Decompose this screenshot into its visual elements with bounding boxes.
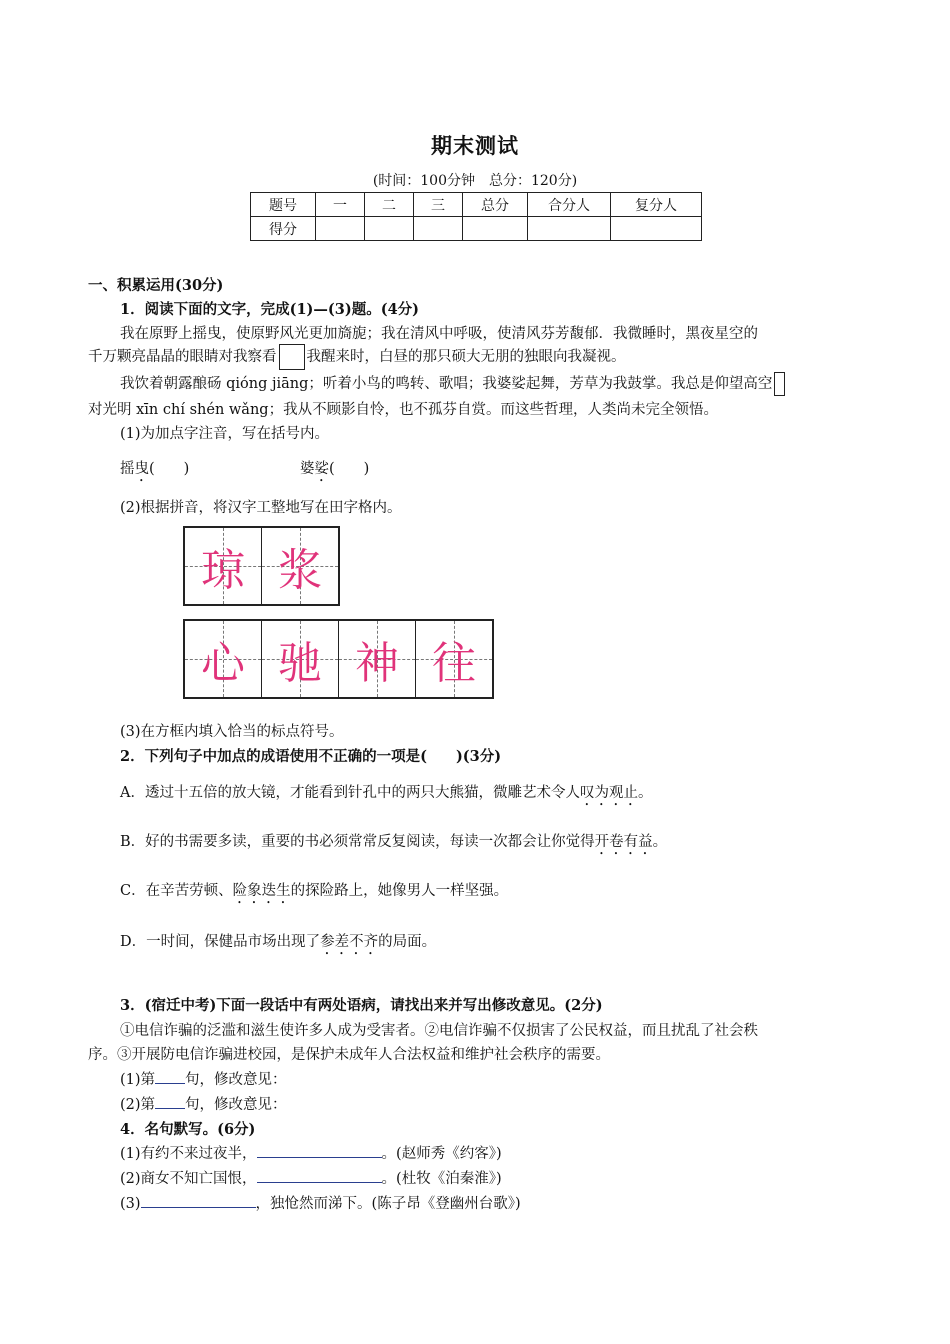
dotted-idiom: 参差不齐 — [320, 934, 379, 950]
option-text: C．在辛苦劳顿、 — [120, 883, 233, 899]
q2-option-d[interactable] — [120, 930, 436, 958]
q2-option-b[interactable] — [120, 830, 667, 858]
q3-stem: 3．(宿迁中考)下面一段话中有两处语病，请找出来并写出修改意见。(2分) — [120, 997, 603, 1014]
tian-grid-cell[interactable] — [339, 621, 416, 697]
q1-stem: 1．阅读下面的文字，完成(1)—(3)题。(4分) — [120, 301, 420, 318]
q1-sub2: (2)根据拼音，将汉字工整地写在田字格内。 — [120, 500, 402, 516]
q3-sub-text: 句，修改意见： — [185, 1097, 287, 1113]
q1-passage-text: 千万颗亮晶晶的眼睛对我察看 — [88, 349, 277, 365]
answer-bracket[interactable]: ( ) — [149, 461, 190, 477]
option-text: 。 — [637, 785, 653, 801]
q4-sub-text: (2)商女不知亡国恨， — [120, 1171, 257, 1187]
tian-grid-cell[interactable] — [262, 528, 338, 604]
q1-passage-line — [120, 372, 787, 396]
punctuation-box[interactable] — [774, 372, 785, 396]
handwritten-char: 琼 — [201, 545, 245, 596]
score-input-cell[interactable] — [528, 217, 611, 241]
dotted-char: 娑 — [314, 461, 329, 477]
dotted-idiom: 叹为观止 — [579, 785, 638, 801]
q1-sub1-item — [300, 457, 369, 485]
option-text: B．好的书需要多读，重要的书必须常常反复阅读，每读一次都会让你觉得 — [120, 834, 595, 850]
tian-grid-cell[interactable] — [185, 621, 262, 697]
q1-sub3: (3)在方框内填入恰当的标点符号。 — [120, 724, 344, 740]
q4-sub3 — [120, 1192, 521, 1213]
punctuation-box[interactable] — [279, 344, 305, 370]
tian-grid-2 — [183, 619, 494, 699]
q3-sub-text: (2)第 — [120, 1097, 156, 1113]
q4-sub-text: 。(杜牧《泊秦淮》) — [381, 1171, 502, 1187]
score-table-header-row — [251, 193, 702, 217]
score-table-cell: 题号 — [251, 193, 316, 217]
answer-blank[interactable] — [155, 1083, 185, 1084]
score-input-cell[interactable] — [414, 217, 463, 241]
handwritten-char: 心 — [201, 638, 245, 689]
score-input-cell[interactable] — [463, 217, 528, 241]
answer-blank[interactable] — [257, 1182, 382, 1183]
handwritten-char: 浆 — [278, 545, 322, 596]
q2-option-a[interactable] — [120, 781, 652, 809]
q4-sub1 — [120, 1142, 502, 1163]
handwritten-char: 往 — [432, 638, 476, 689]
score-input-cell[interactable] — [611, 217, 702, 241]
tian-grid-cell[interactable] — [416, 621, 492, 697]
score-table-cell: 三 — [414, 193, 463, 217]
q4-stem: 4．名句默写。(6分) — [120, 1121, 256, 1138]
score-table-cell: 总分 — [463, 193, 528, 217]
q1-sub1: (1)为加点字注音，写在括号内。 — [120, 426, 330, 442]
tian-grid-cell[interactable] — [262, 621, 339, 697]
answer-blank[interactable] — [257, 1157, 382, 1158]
q3-sub-text: (1)第 — [120, 1072, 156, 1088]
page-title: 期末测试 — [431, 133, 519, 158]
tian-grid-cell[interactable] — [185, 528, 262, 604]
dotted-idiom: 开卷有益 — [594, 834, 653, 850]
score-table-cell: 一 — [316, 193, 365, 217]
option-text: D．一时间，保健品市场出现了 — [120, 934, 321, 950]
q1-passage-line: 对光明 xīn chí shén wǎng；我从不顾影自怜，也不孤芬自赏。而这些哲理，人类尚未完全领悟。 — [88, 402, 719, 418]
answer-blank[interactable] — [155, 1108, 185, 1109]
exam-info: (时间：100分钟 总分：120分) — [372, 173, 578, 189]
q3-sub-text: 句，修改意见： — [185, 1072, 287, 1088]
q2-option-c[interactable] — [120, 879, 508, 907]
dotted-idiom: 险象迭生 — [232, 883, 291, 899]
q3-sub2 — [120, 1093, 287, 1114]
score-table-cell: 得分 — [251, 217, 316, 241]
answer-bracket[interactable]: ( ) — [329, 461, 370, 477]
q1-passage-text: 我饮着朝露酿砀 qióng jiāng；听着小鸟的鸣转、歌唱；我婆娑起舞，芳草为我鼓掌。我总是仰望高空 — [120, 376, 773, 392]
q4-sub-text: (3) — [120, 1196, 141, 1212]
option-text: 的探险路上，她像男人一样坚强。 — [290, 883, 509, 899]
score-table-cell: 复分人 — [611, 193, 702, 217]
score-input-cell[interactable] — [365, 217, 414, 241]
score-table-cell: 合分人 — [528, 193, 611, 217]
q1-passage-line: 我在原野上摇曳，使原野风光更加旖旎；我在清风中呼吸，使清风芬芳馥郁．我微睡时，黑夜星空的 — [120, 326, 758, 342]
handwritten-char: 神 — [355, 638, 399, 689]
score-table — [250, 192, 702, 241]
q4-sub-text: ，独怆然而涕下。(陈子昂《登幽州台歌》) — [255, 1196, 521, 1212]
q4-sub-text: 。(赵师秀《约客》) — [381, 1146, 502, 1162]
q1-sub1-item — [120, 457, 189, 485]
handwritten-char: 驰 — [278, 638, 322, 689]
q4-sub2 — [120, 1167, 502, 1188]
q2-stem: 2．下列句子中加点的成语使用不正确的一项是( )(3分) — [120, 748, 502, 765]
q3-passage-line: 序。③开展防电信诈骗进校园，是保护未成年人合法权益和维护社会秩序的需要。 — [88, 1047, 610, 1063]
q1-passage-line — [88, 344, 626, 370]
tian-grid-1 — [183, 526, 340, 606]
score-table-cell: 二 — [365, 193, 414, 217]
option-text: A．透过十五倍的放大镜，才能看到针孔中的两只大熊猫，微雕艺术令人 — [120, 785, 580, 801]
option-text: 。 — [652, 834, 668, 850]
q1-passage-text: 我醒来时，白昼的那只硕大无朋的独眼向我凝视。 — [306, 349, 626, 365]
q1-sub1-text: 摇 — [120, 461, 135, 477]
answer-blank[interactable] — [141, 1207, 256, 1208]
section-heading: 一、积累运用(30分) — [88, 277, 224, 294]
option-text: 的局面。 — [378, 934, 437, 950]
q1-sub1-text: 婆 — [300, 461, 315, 477]
q3-passage-line: ①电信诈骗的泛滥和滋生使许多人成为受害者。②电信诈骗不仅损害了公民权益，而且扰乱了社会秩 — [120, 1023, 758, 1039]
score-input-cell[interactable] — [316, 217, 365, 241]
dotted-char: 曳 — [134, 461, 149, 477]
q4-sub-text: (1)有约不来过夜半， — [120, 1146, 257, 1162]
q3-sub1 — [120, 1068, 287, 1089]
score-table-score-row — [251, 217, 702, 241]
